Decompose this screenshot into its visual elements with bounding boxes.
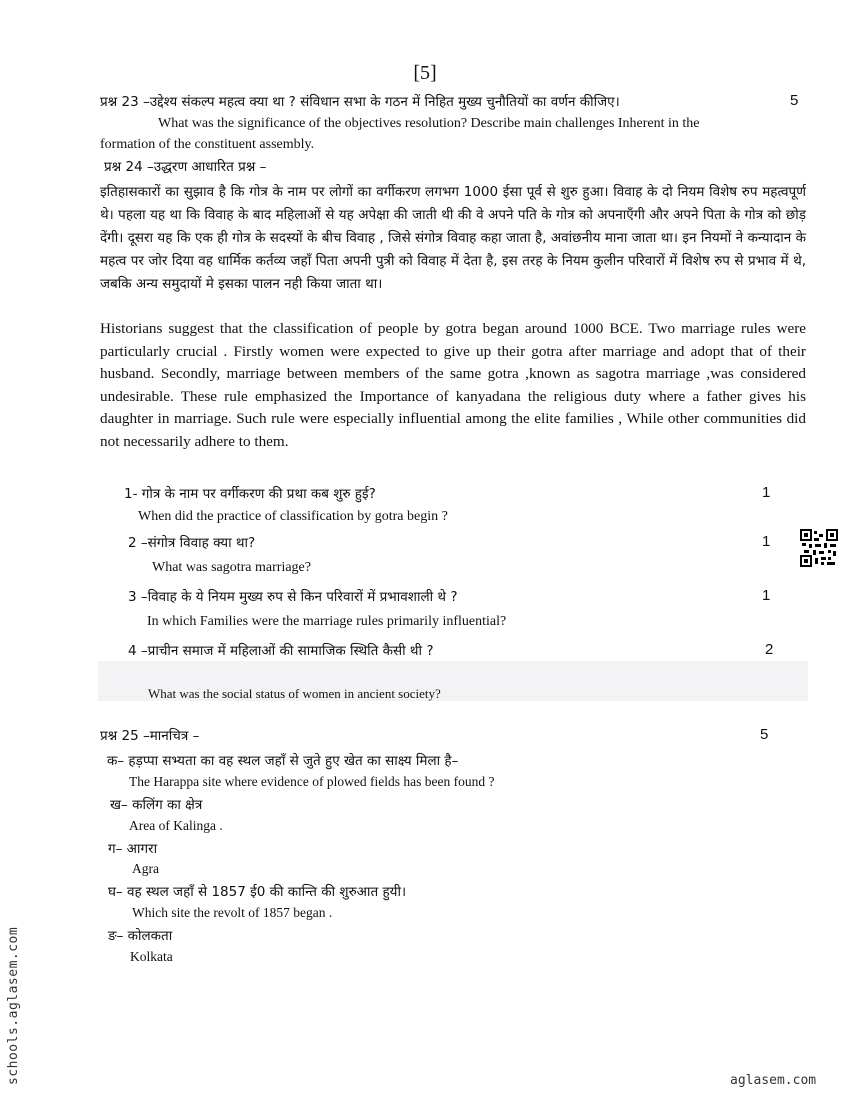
subq-3-marks: 1 — [762, 587, 771, 604]
q25-heading: प्रश्न 25 –मानचित्र – — [100, 728, 200, 744]
map-item-nga-label: ङ– — [108, 928, 124, 944]
map-item-gha-hindi: वह स्थल जहाँ से 1857 ई0 की कान्ति की शुरुआत हुयी। — [127, 884, 407, 900]
map-item-gha-label: घ– — [108, 884, 123, 900]
subq-3-hindi: –विवाह के ये नियम मुख्य रुप से किन परिवारों में प्रभावशाली थे ? — [140, 589, 458, 605]
subq-1-num: 1- — [124, 486, 138, 502]
subq-4-hindi: –प्राचीन समाज में महिलाओं की सामाजिक स्थिति कैसी थी ? — [140, 643, 434, 659]
qr-code-icon — [800, 529, 838, 567]
q23-marks: 5 — [790, 92, 799, 109]
map-item-ga-label: ग– — [108, 841, 123, 857]
q24-passage-english: Historians suggest that the classification of people by gotra began around 1000 BCE. Two marriage rules were particularly crucial . Firstly women were expected to give up their gotra after marriage and adopt that of their husband. Secondly, marriage between members of the same gotra ,known as sagotra marriage ,was considered undesirable. These rule emphasized the Importance of kanyadana the religious duty where a father gives his daughter in marriage. Such rule were especially influential among the elite families , While other communities did not necessarily adhere to them. — [100, 320, 806, 450]
subq-4-line — [128, 641, 433, 659]
subq-1-hindi: गोत्र के नाम पर वर्गीकरण की प्रथा कब शुरु हुई? — [141, 486, 376, 502]
subq-3-english: In which Families were the marriage rules primarily influential? — [147, 614, 507, 629]
map-item-kha-label: ख– — [110, 797, 128, 813]
map-item-ka-english: The Harappa site where evidence of plowed fields has been found ? — [129, 774, 495, 789]
map-item-ga-hindi: आगरा — [126, 841, 158, 857]
subq-1-line — [124, 484, 376, 502]
subq-2-num: 2 — [128, 535, 137, 551]
subq-4-num: 4 — [128, 643, 137, 659]
subq-1-english: When did the practice of classification by gotra begin ? — [138, 509, 448, 524]
map-item-nga-hindi: कोलकता — [127, 928, 173, 944]
q24-heading: प्रश्न 24 –उद्धरण आधारित प्रश्न – — [104, 159, 267, 175]
map-item-kha-english: Area of Kalinga . — [129, 818, 223, 833]
q23-english-line1: What was the significance of the objectives resolution? Describe main challenges Inherent in the — [158, 116, 700, 131]
q23-english-line2: formation of the constituent assembly. — [100, 137, 315, 152]
subq-4-marks: 2 — [765, 641, 774, 658]
q24-passage-hindi: इतिहासकारों का सुझाव है कि गोत्र के नाम पर लोगों का वर्गीकरण लगभग 1000 ईसा पूर्व से शुरु हुआ। विवाह के दो नियम विशेष रुप महत्वपूर्ण थे। पहला यह था कि विवाह के बाद महिलाओं से यह अपेक्षा की जाती थी की वे अपने पति के गोत्र को अपनाएँगी और अपने पिता के गोत्र को छोड़ देंगी। दूसरा यह कि एक ही गोत्र के सदस्यों के बीच विवाह , जिसे संगोत्र विवाह कहा जाता है, अवांछनीय माना जाता था। इन नियमों ने कन्यादान के महत्व पर जोर दिया वह धार्मिक कर्तव्य जहाँ पिता अपनी पुत्री को विवाह में देता है, इस तरह के नियम कुलीन परिवारों में विशेष रुप से प्रभाव में थे, जबकि अन्य समुदायों मे इसका पालन नही किया जाता था। — [100, 184, 806, 292]
subq-3-line — [128, 587, 458, 605]
watermark-side: schools.aglasem.com — [6, 926, 21, 1085]
q25-marks: 5 — [760, 726, 769, 743]
subq-1-marks: 1 — [762, 484, 771, 501]
subq-3-num: 3 — [128, 589, 137, 605]
map-item-ga — [108, 839, 157, 857]
subq-4-english: What was the social status of women in ancient society? — [148, 686, 441, 701]
map-item-nga-english: Kolkata — [130, 949, 173, 964]
subq-2-marks: 1 — [762, 533, 771, 550]
map-item-gha-english: Which site the revolt of 1857 began . — [132, 905, 333, 920]
map-item-ga-english: Agra — [132, 861, 159, 876]
map-item-ka-label: क– — [107, 753, 125, 769]
q23-hindi: प्रश्न 23 –उद्देश्य संकल्प महत्व क्या था ? संविधान सभा के गठन में निहित मुख्य चुनौतियों का वर्णन कीजिए। — [100, 94, 620, 110]
subq-2-english: What was sagotra marriage? — [152, 560, 311, 575]
map-item-nga — [108, 926, 172, 944]
subq-2-hindi: –संगोत्र विवाह क्या था? — [140, 535, 256, 551]
map-item-gha — [108, 882, 406, 900]
watermark-bottom: aglasem.com — [730, 1073, 817, 1088]
map-item-ka-hindi: हड़प्पा सभ्यता का वह स्थल जहाँ से जुते हुए खेत का साक्ष्य मिला है– — [128, 753, 459, 769]
map-item-kha — [110, 795, 202, 813]
map-item-ka — [107, 751, 458, 769]
page-number: [5] — [413, 62, 437, 84]
map-item-kha-hindi: कलिंग का क्षेत्र — [132, 797, 203, 813]
subq-2-line — [128, 533, 255, 551]
